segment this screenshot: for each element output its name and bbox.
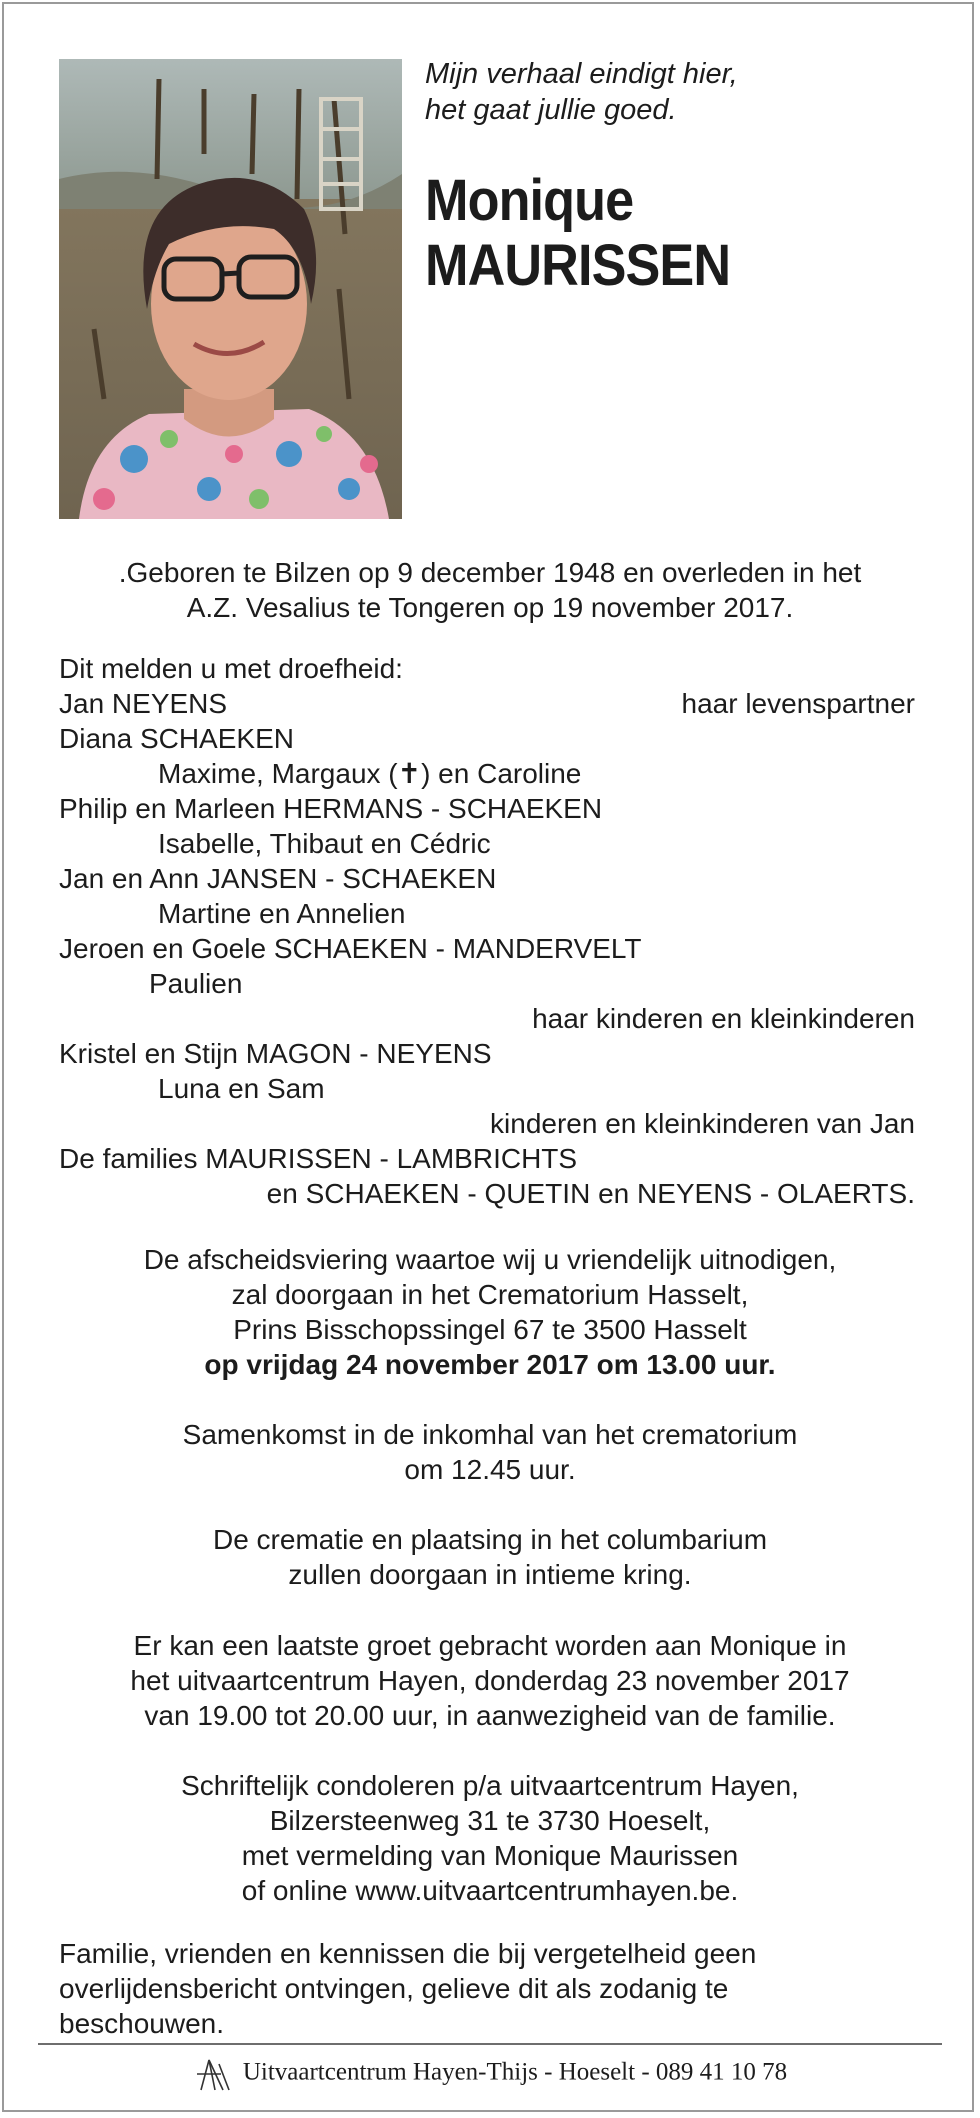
portrait-photo xyxy=(59,59,402,519)
ceremony-date: op vrijdag 24 november 2017 om 13.00 uur. xyxy=(204,1349,776,1380)
jan-role: kinderen en kleinkinderen van Jan xyxy=(490,1108,915,1139)
ceremony-line-2: zal doorgaan in het Crematorium Hasselt, xyxy=(231,1279,749,1310)
ceremony-line-1: De afscheidsviering waartoe wij u vriendelijk uitnodigen, xyxy=(143,1244,837,1275)
first-name: Monique xyxy=(425,168,634,233)
intro-line-1: .Geboren te Bilzen op 9 december 1948 en overleden in het xyxy=(118,557,862,588)
condolence-line-3: met vermelding van Monique Maurissen xyxy=(241,1840,739,1871)
jan-children: Kristel en Stijn MAGON - NEYENS xyxy=(59,1038,492,1069)
families-line-2: en SCHAEKEN - QUETIN en NEYENS - OLAERTS. xyxy=(266,1178,915,1209)
farewell-line-2: het uitvaartcentrum Hayen, donderdag 23 november 2017 xyxy=(130,1665,850,1696)
family-member: Jeroen en Goele SCHAEKEN - MANDERVELT xyxy=(59,933,642,964)
motto xyxy=(425,56,738,128)
intro-line-2: A.Z. Vesalius te Tongeren op 19 november 2017. xyxy=(186,592,794,623)
grandchildren: Maxime, Margaux (✝) en Caroline xyxy=(158,758,582,789)
condolence-line-2: Bilzersteenweg 31 te 3730 Hoeselt, xyxy=(269,1805,711,1836)
gathering-line-2: om 12.45 uur. xyxy=(404,1454,576,1485)
jan-grandchildren: Luna en Sam xyxy=(158,1073,325,1104)
footer-divider xyxy=(38,2043,942,2045)
cremation-line-2: zullen doorgaan in intieme kring. xyxy=(288,1559,692,1590)
partner-name: Jan NEYENS xyxy=(59,688,228,719)
condolence-line-4: of online www.uitvaartcentrumhayen.be. xyxy=(241,1875,739,1906)
notice-line-1: Familie, vrienden en kennissen die bij vergetelheid geen xyxy=(59,1938,757,1969)
farewell-info xyxy=(40,1628,940,1733)
ceremony-invitation xyxy=(40,1242,940,1382)
partner-role: haar levenspartner xyxy=(681,688,915,719)
notice-line-2: overlijdensbericht ontvingen, gelieve dit als zodanig te xyxy=(59,1973,729,2004)
motto-line-2: het gaat jullie goed. xyxy=(425,94,677,126)
grandchildren: Paulien xyxy=(149,968,243,999)
farewell-line-3: van 19.00 tot 20.00 uur, in aanwezigheid van de familie. xyxy=(144,1700,836,1731)
grandchildren: Martine en Annelien xyxy=(158,898,406,929)
condolence-info xyxy=(40,1768,940,1908)
gathering-line-1: Samenkomst in de inkomhal van het crematorium xyxy=(182,1419,798,1450)
footer xyxy=(0,2054,980,2094)
family-member: Diana SCHAEKEN xyxy=(59,723,294,754)
footer-text: Uitvaartcentrum Hayen-Thijs - Hoeselt - 089 41 10 78 xyxy=(242,2058,788,2086)
ceremony-line-3: Prins Bisschopssingel 67 te 3500 Hasselt xyxy=(233,1314,747,1345)
farewell-line-1: Er kan een laatste groet gebracht worden aan Monique in xyxy=(133,1630,847,1661)
cremation-info xyxy=(40,1522,940,1592)
gathering-info xyxy=(40,1417,940,1487)
family-heading: Dit melden u met droefheid: xyxy=(59,653,403,684)
deceased-name xyxy=(425,168,730,298)
funeral-home-logo-icon xyxy=(193,2054,233,2094)
condolence-line-1: Schriftelijk condoleren p/a uitvaartcentrum Hayen, xyxy=(181,1770,799,1801)
notice-line-3: beschouwen. xyxy=(59,2008,225,2039)
cremation-line-1: De crematie en plaatsing in het columbarium xyxy=(212,1524,768,1555)
grandchildren: Isabelle, Thibaut en Cédric xyxy=(158,828,491,859)
children-role: haar kinderen en kleinkinderen xyxy=(532,1003,915,1034)
birth-death-statement xyxy=(40,555,940,625)
motto-line-1: Mijn verhaal eindigt hier, xyxy=(425,58,738,90)
families-line-1: De families MAURISSEN - LAMBRICHTS xyxy=(59,1143,578,1174)
family-member: Jan en Ann JANSEN - SCHAEKEN xyxy=(59,863,497,894)
last-name: MAURISSEN xyxy=(425,233,731,298)
family-member: Philip en Marleen HERMANS - SCHAEKEN xyxy=(59,793,603,824)
